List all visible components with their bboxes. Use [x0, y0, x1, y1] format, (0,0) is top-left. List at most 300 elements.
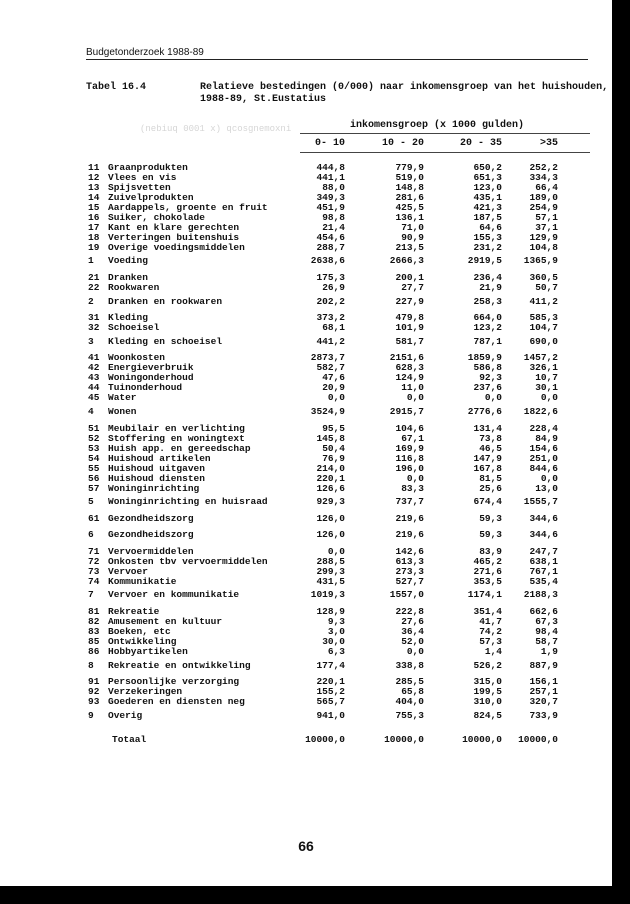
row-value: 228,4 — [529, 423, 558, 434]
table-row — [0, 256, 612, 266]
table-caption-line-1: Relatieve bestedingen (0/000) naar inkomensgroep van het huishouden, — [200, 82, 609, 93]
row-value: 755,3 — [395, 710, 424, 721]
row-value: 3,0 — [327, 626, 345, 637]
row-value: 50,7 — [535, 282, 558, 293]
row-value: 71,0 — [401, 222, 424, 233]
row-value: 11,0 — [401, 382, 424, 393]
row-value: 1,4 — [484, 646, 502, 657]
row-value: 129,9 — [529, 232, 558, 243]
row-value: 73,8 — [479, 433, 502, 444]
row-value: 288,5 — [316, 556, 345, 567]
row-value: 116,8 — [395, 453, 424, 464]
row-value: 451,9 — [316, 202, 345, 213]
row-code: 45 — [88, 392, 100, 403]
row-value: 196,0 — [395, 463, 424, 474]
row-value: 101,9 — [395, 322, 424, 333]
row-label: Gezondheidszorg — [108, 513, 194, 524]
row-label: Aardappels, groente en fruit — [108, 202, 268, 213]
row-value: 47,6 — [322, 372, 345, 383]
row-label: Huishoud artikelen — [108, 453, 211, 464]
row-value: 690,0 — [529, 336, 558, 347]
row-value: 310,0 — [473, 696, 502, 707]
row-value: 10,7 — [535, 372, 558, 383]
row-code: 3 — [88, 336, 94, 347]
row-label: Dranken — [108, 272, 148, 283]
row-code: 6 — [88, 529, 94, 540]
row-value: 435,1 — [473, 192, 502, 203]
row-label: Voeding — [108, 255, 148, 266]
row-value: 2188,3 — [523, 589, 558, 600]
row-value: 299,3 — [316, 566, 345, 577]
row-value: 37,1 — [535, 222, 558, 233]
row-value: 74,2 — [479, 626, 502, 637]
row-value: 10000,0 — [462, 734, 502, 745]
row-label: Wonen — [108, 406, 137, 417]
row-value: 124,9 — [395, 372, 424, 383]
header-rule-top — [300, 133, 590, 134]
bleed-through-text: (nebiuq 0001 x) qcosgnemoxni — [140, 124, 292, 134]
row-value: 52,0 — [401, 636, 424, 647]
row-code: 43 — [88, 372, 100, 383]
row-value: 0,0 — [406, 473, 424, 484]
row-code: 54 — [88, 453, 100, 464]
row-value: 156,1 — [529, 676, 558, 687]
column-header-10-20: 10 - 20 — [381, 138, 424, 149]
row-value: 285,5 — [395, 676, 424, 687]
row-label: Suiker, chokolade — [108, 212, 205, 223]
row-value: 57,1 — [535, 212, 558, 223]
row-value: 65,8 — [401, 686, 424, 697]
row-value: 27,6 — [401, 616, 424, 627]
table-row — [0, 590, 612, 600]
row-value: 136,1 — [395, 212, 424, 223]
row-value: 199,5 — [473, 686, 502, 697]
income-group-header: inkomensgroep (x 1000 gulden) — [350, 120, 525, 131]
row-value: 247,7 — [529, 546, 558, 557]
table-caption-line-2: 1988-89, St.Eustatius — [200, 94, 327, 105]
row-value: 84,9 — [535, 433, 558, 444]
row-value: 320,7 — [529, 696, 558, 707]
row-code: 11 — [88, 162, 100, 173]
row-value: 251,0 — [529, 453, 558, 464]
row-value: 142,6 — [395, 546, 424, 557]
row-value: 441,2 — [316, 336, 345, 347]
row-value: 1859,9 — [467, 352, 502, 363]
row-value: 581,7 — [395, 336, 424, 347]
row-value: 787,1 — [473, 336, 502, 347]
row-code: 42 — [88, 362, 100, 373]
row-value: 145,8 — [316, 433, 345, 444]
row-code: 52 — [88, 433, 100, 444]
row-value: 519,0 — [395, 172, 424, 183]
row-value: 1555,7 — [523, 496, 558, 507]
row-label: Overige voedingsmiddelen — [108, 242, 245, 253]
row-label: Rookwaren — [108, 282, 160, 293]
row-value: 222,8 — [395, 606, 424, 617]
row-label: Kleding — [108, 312, 148, 323]
row-code: 71 — [88, 546, 100, 557]
table-row — [0, 647, 612, 657]
table-row — [0, 484, 612, 494]
row-value: 1457,2 — [523, 352, 558, 363]
row-code: 41 — [88, 352, 100, 363]
row-label: Totaal — [112, 734, 147, 745]
row-code: 74 — [88, 576, 100, 587]
row-label: Woninginrichting en huisraad — [108, 496, 268, 507]
row-value: 824,5 — [473, 710, 502, 721]
row-value: 844,6 — [529, 463, 558, 474]
row-value: 767,1 — [529, 566, 558, 577]
row-value: 326,1 — [529, 362, 558, 373]
row-code: 8 — [88, 660, 94, 671]
row-value: 535,4 — [529, 576, 558, 587]
row-value: 3524,9 — [310, 406, 345, 417]
row-value: 664,0 — [473, 312, 502, 323]
row-value: 236,4 — [473, 272, 502, 283]
row-value: 67,3 — [535, 616, 558, 627]
row-value: 175,3 — [316, 272, 345, 283]
row-value: 929,3 — [316, 496, 345, 507]
row-value: 10000,0 — [305, 734, 345, 745]
row-label: Stoffering en woningtext — [108, 433, 245, 444]
row-value: 887,9 — [529, 660, 558, 671]
table-row — [0, 337, 612, 347]
row-value: 10000,0 — [384, 734, 424, 745]
row-value: 6,3 — [327, 646, 345, 657]
row-value: 0,0 — [484, 392, 502, 403]
row-value: 21,4 — [322, 222, 345, 233]
row-label: Huishoud uitgaven — [108, 463, 205, 474]
row-label: Onkosten tbv vervoermiddelen — [108, 556, 268, 567]
row-value: 30,1 — [535, 382, 558, 393]
row-code: 21 — [88, 272, 100, 283]
row-value: 98,8 — [322, 212, 345, 223]
row-value: 189,0 — [529, 192, 558, 203]
table-row — [0, 297, 612, 307]
row-value: 128,9 — [316, 606, 345, 617]
row-value: 126,0 — [316, 513, 345, 524]
row-value: 526,2 — [473, 660, 502, 671]
row-code: 91 — [88, 676, 100, 687]
row-value: 126,6 — [316, 483, 345, 494]
row-code: 44 — [88, 382, 100, 393]
row-value: 88,0 — [322, 182, 345, 193]
row-label: Dranken en rookwaren — [108, 296, 223, 307]
row-code: 2 — [88, 296, 94, 307]
row-value: 187,5 — [473, 212, 502, 223]
table-row — [0, 497, 612, 507]
row-label: Amusement en kultuur — [108, 616, 223, 627]
row-value: 0,0 — [540, 473, 558, 484]
row-label: Woninginrichting — [108, 483, 200, 494]
row-value: 219,6 — [395, 529, 424, 540]
row-value: 66,4 — [535, 182, 558, 193]
row-label: Water — [108, 392, 137, 403]
row-label: Rekreatie — [108, 606, 160, 617]
row-label: Verzekeringen — [108, 686, 183, 697]
row-value: 13,0 — [535, 483, 558, 494]
row-value: 20,9 — [322, 382, 345, 393]
row-code: 61 — [88, 513, 100, 524]
row-code: 93 — [88, 696, 100, 707]
row-code: 15 — [88, 202, 100, 213]
row-value: 68,1 — [322, 322, 345, 333]
row-value: 10000,0 — [518, 734, 558, 745]
row-value: 254,9 — [529, 202, 558, 213]
row-value: 123,2 — [473, 322, 502, 333]
row-code: 51 — [88, 423, 100, 434]
row-value: 155,2 — [316, 686, 345, 697]
row-code: 53 — [88, 443, 100, 454]
table-row — [0, 530, 612, 540]
row-value: 0,0 — [406, 392, 424, 403]
row-value: 344,6 — [529, 513, 558, 524]
row-value: 582,7 — [316, 362, 345, 373]
row-value: 41,7 — [479, 616, 502, 627]
row-value: 334,3 — [529, 172, 558, 183]
row-code: 9 — [88, 710, 94, 721]
row-value: 76,9 — [322, 453, 345, 464]
row-value: 219,6 — [395, 513, 424, 524]
row-value: 67,1 — [401, 433, 424, 444]
row-value: 36,4 — [401, 626, 424, 637]
row-value: 227,9 — [395, 296, 424, 307]
row-value: 271,6 — [473, 566, 502, 577]
table-label: Tabel 16.4 — [86, 82, 147, 93]
row-label: Kommunikatie — [108, 576, 177, 587]
table-row — [0, 407, 612, 417]
running-header: Budgetonderzoek 1988-89 — [86, 47, 204, 58]
row-label: Rekreatie en ontwikkeling — [108, 660, 251, 671]
row-value: 586,8 — [473, 362, 502, 373]
row-value: 57,3 — [479, 636, 502, 647]
row-value: 288,7 — [316, 242, 345, 253]
row-code: 57 — [88, 483, 100, 494]
row-value: 257,1 — [529, 686, 558, 697]
row-label: Huishoud diensten — [108, 473, 205, 484]
row-value: 167,8 — [473, 463, 502, 474]
row-value: 662,6 — [529, 606, 558, 617]
row-code: 73 — [88, 566, 100, 577]
row-value: 465,2 — [473, 556, 502, 567]
column-header-20-35: 20 - 35 — [459, 138, 502, 149]
row-value: 651,3 — [473, 172, 502, 183]
row-label: Huish app. en gereedschap — [108, 443, 251, 454]
row-code: 86 — [88, 646, 100, 657]
row-value: 64,6 — [479, 222, 502, 233]
header-rule-bottom — [300, 152, 590, 153]
row-label: Energieverbruik — [108, 362, 194, 373]
row-code: 18 — [88, 232, 100, 243]
row-code: 19 — [88, 242, 100, 253]
row-value: 169,9 — [395, 443, 424, 454]
row-value: 59,3 — [479, 529, 502, 540]
row-value: 252,2 — [529, 162, 558, 173]
row-value: 315,0 — [473, 676, 502, 687]
row-label: Tuinonderhoud — [108, 382, 183, 393]
row-value: 373,2 — [316, 312, 345, 323]
row-value: 98,4 — [535, 626, 558, 637]
row-value: 404,0 — [395, 696, 424, 707]
row-value: 1,9 — [540, 646, 558, 657]
row-value: 21,9 — [479, 282, 502, 293]
row-value: 30,0 — [322, 636, 345, 647]
row-value: 585,3 — [529, 312, 558, 323]
row-value: 431,5 — [316, 576, 345, 587]
row-value: 58,7 — [535, 636, 558, 647]
row-code: 1 — [88, 255, 94, 266]
row-value: 737,7 — [395, 496, 424, 507]
row-label: Goederen en diensten neg — [108, 696, 245, 707]
row-value: 104,8 — [529, 242, 558, 253]
row-value: 360,5 — [529, 272, 558, 283]
table-row — [0, 735, 612, 745]
row-value: 444,8 — [316, 162, 345, 173]
row-label: Schoeisel — [108, 322, 160, 333]
row-code: 7 — [88, 589, 94, 600]
row-value: 147,9 — [473, 453, 502, 464]
column-header-35-plus: >35 — [539, 138, 558, 149]
row-value: 2776,6 — [467, 406, 502, 417]
table-row — [0, 697, 612, 707]
row-value: 628,3 — [395, 362, 424, 373]
row-value: 2873,7 — [310, 352, 345, 363]
row-value: 565,7 — [316, 696, 345, 707]
table-row — [0, 514, 612, 524]
row-value: 25,6 — [479, 483, 502, 494]
page-number: 66 — [298, 838, 314, 854]
row-value: 1822,6 — [523, 406, 558, 417]
table-row — [0, 393, 612, 403]
table-row — [0, 661, 612, 671]
row-value: 258,3 — [473, 296, 502, 307]
row-code: 4 — [88, 406, 94, 417]
row-value: 779,9 — [395, 162, 424, 173]
row-label: Persoonlijke verzorging — [108, 676, 240, 687]
row-code: 32 — [88, 322, 100, 333]
row-value: 1365,9 — [523, 255, 558, 266]
row-code: 13 — [88, 182, 100, 193]
row-label: Graanprodukten — [108, 162, 188, 173]
row-value: 638,1 — [529, 556, 558, 567]
row-value: 27,7 — [401, 282, 424, 293]
row-value: 0,0 — [327, 392, 345, 403]
row-code: 55 — [88, 463, 100, 474]
row-code: 72 — [88, 556, 100, 567]
row-value: 941,0 — [316, 710, 345, 721]
row-value: 83,9 — [479, 546, 502, 557]
row-value: 126,0 — [316, 529, 345, 540]
table-row — [0, 323, 612, 333]
row-value: 2666,3 — [389, 255, 424, 266]
row-value: 273,3 — [395, 566, 424, 577]
row-code: 92 — [88, 686, 100, 697]
row-label: Vlees en vis — [108, 172, 177, 183]
row-value: 1019,3 — [310, 589, 345, 600]
row-value: 104,7 — [529, 322, 558, 333]
row-value: 411,2 — [529, 296, 558, 307]
row-label: Zuivelprodukten — [108, 192, 194, 203]
table-row — [0, 283, 612, 293]
table-row — [0, 577, 612, 587]
row-value: 0,0 — [327, 546, 345, 557]
row-code: 12 — [88, 172, 100, 183]
header-rule — [86, 59, 588, 60]
row-value: 338,8 — [395, 660, 424, 671]
row-value: 2151,6 — [389, 352, 424, 363]
row-label: Overig — [108, 710, 143, 721]
row-code: 31 — [88, 312, 100, 323]
row-value: 2915,7 — [389, 406, 424, 417]
row-label: Vervoermiddelen — [108, 546, 194, 557]
row-value: 349,3 — [316, 192, 345, 203]
row-value: 237,6 — [473, 382, 502, 393]
row-value: 425,5 — [395, 202, 424, 213]
row-value: 214,0 — [316, 463, 345, 474]
row-value: 613,3 — [395, 556, 424, 567]
row-value: 90,9 — [401, 232, 424, 243]
row-value: 220,1 — [316, 473, 345, 484]
row-value: 200,1 — [395, 272, 424, 283]
row-label: Spijsvetten — [108, 182, 171, 193]
row-label: Kant en klare gerechten — [108, 222, 240, 233]
row-label: Meubilair en verlichting — [108, 423, 245, 434]
row-label: Kleding en schoeisel — [108, 336, 223, 347]
row-value: 83,3 — [401, 483, 424, 494]
row-value: 123,0 — [473, 182, 502, 193]
row-value: 104,6 — [395, 423, 424, 434]
row-label: Gezondheidszorg — [108, 529, 194, 540]
row-value: 454,6 — [316, 232, 345, 243]
row-value: 527,7 — [395, 576, 424, 587]
row-value: 92,3 — [479, 372, 502, 383]
row-value: 59,3 — [479, 513, 502, 524]
row-value: 479,8 — [395, 312, 424, 323]
row-value: 231,2 — [473, 242, 502, 253]
row-value: 674,4 — [473, 496, 502, 507]
row-value: 281,6 — [395, 192, 424, 203]
row-value: 1557,0 — [389, 589, 424, 600]
row-value: 81,5 — [479, 473, 502, 484]
row-value: 2919,5 — [467, 255, 502, 266]
row-value: 50,4 — [322, 443, 345, 454]
row-label: Verteringen buitenshuis — [108, 232, 240, 243]
row-value: 9,3 — [327, 616, 345, 627]
row-value: 0,0 — [406, 646, 424, 657]
table-row — [0, 243, 612, 253]
row-code: 22 — [88, 282, 100, 293]
row-value: 46,5 — [479, 443, 502, 454]
row-value: 353,5 — [473, 576, 502, 587]
table-row — [0, 711, 612, 721]
row-value: 220,1 — [316, 676, 345, 687]
row-value: 26,9 — [322, 282, 345, 293]
row-value: 154,6 — [529, 443, 558, 454]
row-code: 82 — [88, 616, 100, 627]
row-code: 16 — [88, 212, 100, 223]
row-code: 17 — [88, 222, 100, 233]
row-value: 733,9 — [529, 710, 558, 721]
row-value: 131,4 — [473, 423, 502, 434]
row-code: 81 — [88, 606, 100, 617]
row-code: 56 — [88, 473, 100, 484]
row-value: 95,5 — [322, 423, 345, 434]
row-value: 1174,1 — [467, 589, 502, 600]
row-code: 14 — [88, 192, 100, 203]
row-value: 148,8 — [395, 182, 424, 193]
row-label: Vervoer — [108, 566, 148, 577]
row-value: 155,3 — [473, 232, 502, 243]
